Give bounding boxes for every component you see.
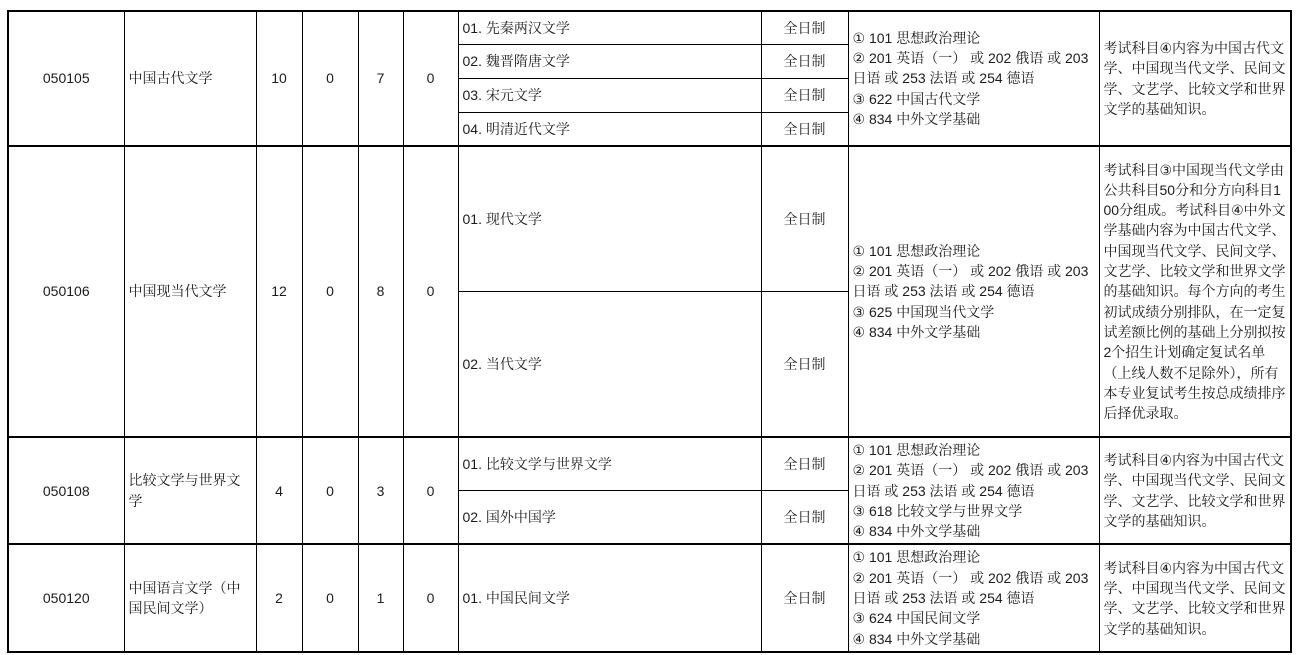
exam-subject-line: ④ 834 中外文学基础 [852,323,981,340]
cell-count-2: 0 [302,11,358,146]
cell-count-1: 12 [256,146,302,437]
cell-count-1: 10 [256,11,302,146]
exam-subject-line: ① 101 思想政治理论 [852,442,981,458]
cell-count-2: 0 [302,146,358,437]
cell-research-direction: 01. 比较文学与世界文学 [458,437,761,490]
exam-subject-line: ③ 622 中国古代文学 [852,90,981,107]
cell-count-3: 3 [358,437,403,544]
cell-count-3: 1 [358,544,403,651]
exam-subject-line: ① 101 思想政治理论 [852,29,981,46]
cell-research-direction: 04. 明清近代文学 [458,112,761,146]
cell-exam-subjects [848,146,1099,437]
cell-count-4: 0 [403,11,458,146]
cell-count-2: 0 [302,437,358,544]
exam-subject-line: ③ 625 中国现当代文学 [852,303,995,320]
cell-remarks: 考试科目④内容为中国古代文学、中国现当代文学、民间文学、文艺学、比较文学和世界文学的基础知识。 [1099,544,1291,651]
cell-major-name: 中国古代文学 [124,11,256,146]
cell-remarks: 考试科目④内容为中国古代文学、中国现当代文学、民间文学、文艺学、比较文学和世界文学的基础知识。 [1099,11,1291,146]
cell-exam-subjects [848,11,1099,146]
cell-major-name: 中国现当代文学 [124,146,256,437]
cell-major-code: 050106 [8,146,124,437]
cell-research-direction: 02. 当代文学 [458,291,761,437]
table-row [8,146,1291,291]
table-row [8,437,1291,490]
exam-subject-line: ② 201 英语（一） 或 202 俄语 或 203 日语 或 253 法语 或 254 德语 [852,263,1089,300]
cell-research-direction: 02. 魏晋隋唐文学 [458,44,761,78]
exam-subject-line: ① 101 思想政治理论 [852,242,981,259]
exam-subject-line: ③ 618 比较文学与世界文学 [852,502,1023,519]
cell-study-mode: 全日制 [761,146,848,291]
cell-exam-subjects [848,437,1099,544]
cell-remarks: 考试科目④内容为中国古代文学、中国现当代文学、民间文学、文艺学、比较文学和世界文学的基础知识。 [1099,437,1291,544]
cell-major-code: 050108 [8,437,124,544]
cell-research-direction: 01. 中国民间文学 [458,544,761,651]
cell-exam-subjects [848,544,1099,651]
cell-study-mode: 全日制 [761,112,848,146]
exam-subject-line: ② 201 英语（一） 或 202 俄语 或 203 日语 或 253 法语 或 254 德语 [852,462,1089,499]
cell-study-mode: 全日制 [761,291,848,437]
cell-count-3: 8 [358,146,403,437]
cell-study-mode: 全日制 [761,78,848,112]
table-row [8,544,1291,651]
cell-count-1: 4 [256,437,302,544]
admissions-table [7,10,1292,653]
cell-study-mode: 全日制 [761,44,848,78]
cell-major-code: 050120 [8,544,124,651]
cell-study-mode: 全日制 [761,11,848,44]
cell-research-direction: 01. 现代文学 [458,146,761,291]
cell-major-name: 中国语言文学（中国民间文学） [124,544,256,651]
exam-subject-line: ① 101 思想政治理论 [852,549,981,566]
exam-subject-line: ④ 834 中外文学基础 [852,630,981,647]
cell-count-1: 2 [256,544,302,651]
cell-count-2: 0 [302,544,358,651]
table-row [8,11,1291,44]
exam-subject-line: ④ 834 中外文学基础 [852,523,981,540]
exam-subject-line: ③ 624 中国民间文学 [852,610,981,627]
cell-count-4: 0 [403,437,458,544]
cell-research-direction: 02. 国外中国学 [458,490,761,544]
cell-major-name: 比较文学与世界文学 [124,437,256,544]
cell-count-4: 0 [403,544,458,651]
cell-major-code: 050105 [8,11,124,146]
cell-study-mode: 全日制 [761,437,848,490]
cell-remarks: 考试科目③中国现当代文学由公共科目50分和分方向科目100分组成。考试科目④中外文学基础内容为中国古代文学、中国现当代文学、民间文学、文艺学、比较文学和世界文学的基础知识。每个方向的考生初试成绩分别排队，在一定复试差额比例的基础上分别拟按2个招生计划确定复试名单（上线人数不足除外），所有本专业复试考生按总成绩排序后择优录取。 [1099,146,1291,437]
cell-study-mode: 全日制 [761,544,848,651]
cell-research-direction: 01. 先秦两汉文学 [458,11,761,44]
cell-research-direction: 03. 宋元文学 [458,78,761,112]
cell-study-mode: 全日制 [761,490,848,544]
exam-subject-line: ④ 834 中外文学基础 [852,110,981,127]
exam-subject-line: ② 201 英语（一） 或 202 俄语 或 203 日语 或 253 法语 或 254 德语 [852,569,1089,607]
cell-count-4: 0 [403,146,458,437]
exam-subject-line: ② 201 英语（一） 或 202 俄语 或 203 日语 或 253 法语 或 254 德语 [852,50,1089,87]
cell-count-3: 7 [358,11,403,146]
